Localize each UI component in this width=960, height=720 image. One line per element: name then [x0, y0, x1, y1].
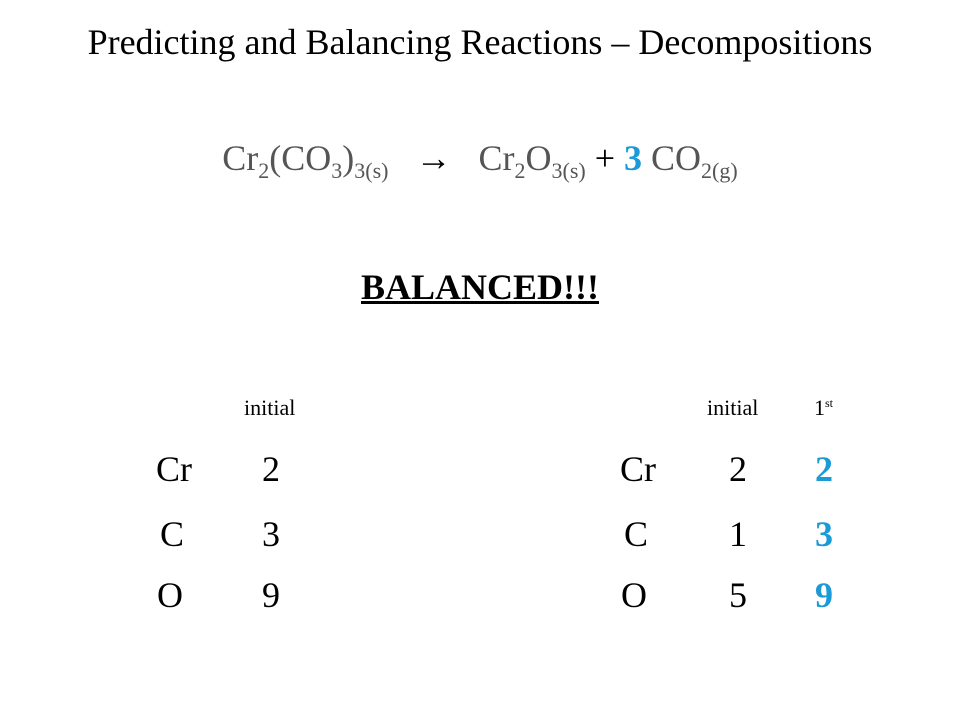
- left-element-c: C: [160, 514, 185, 554]
- right-element-cr: Cr: [620, 449, 656, 489]
- chemical-equation: [0, 128, 960, 188]
- right-header-initial: initial: [707, 395, 759, 420]
- coefficient: 3: [624, 138, 643, 178]
- product-2: $CO_{2(g)}$: [651, 138, 738, 183]
- reactant: $Cr_2(CO_3)_{3(s)}$: [222, 138, 389, 183]
- right-header-first: 1st: [814, 395, 834, 420]
- right-initial-cr: 2: [729, 449, 747, 489]
- right-initial-o: 5: [729, 575, 747, 615]
- right-initial-c: 1: [729, 514, 747, 554]
- left-value-cr: 2: [262, 449, 280, 489]
- product-1: $Cr_2O_{3(s)}$: [478, 138, 586, 183]
- left-element-cr: Cr: [156, 449, 192, 489]
- right-element-o: O: [621, 575, 647, 615]
- plus-sign: +: [594, 138, 616, 178]
- slide-title: Predicting and Balancing Reactions – Decompositions: [87, 22, 873, 62]
- left-element-o: O: [157, 575, 183, 615]
- left-header-initial: initial: [244, 395, 296, 420]
- right-first-c: 3: [815, 514, 833, 554]
- right-element-c: C: [624, 514, 649, 554]
- right-first-cr: 2: [815, 449, 833, 489]
- left-value-o: 9: [262, 575, 280, 615]
- left-value-c: 3: [262, 514, 280, 554]
- right-first-o: 9: [815, 575, 833, 615]
- balanced-status: BALANCED!!!: [361, 267, 599, 307]
- arrow-icon: →: [415, 138, 452, 178]
